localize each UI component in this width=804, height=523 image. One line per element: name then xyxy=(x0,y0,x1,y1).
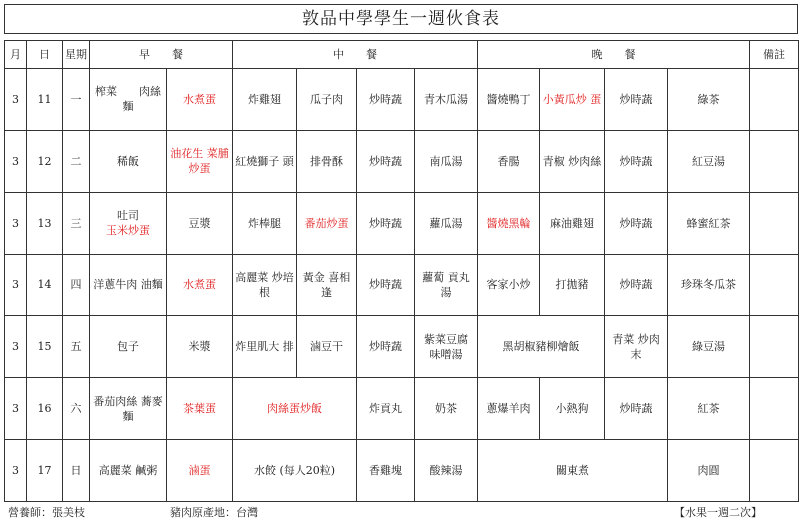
cell-breakfast-1: 洋蔥牛肉 油麵 xyxy=(90,254,167,316)
cell-lunch-2: 番茄炒蛋 xyxy=(297,192,357,254)
cell-dinner-2: 青椒 炒肉絲 xyxy=(540,130,605,192)
cell-lunch-3: 炒時蔬 xyxy=(357,254,415,316)
cell-lunch-4: 奶茶 xyxy=(415,378,478,440)
cell-breakfast-2: 滷蛋 xyxy=(167,440,233,502)
cell-breakfast-2: 茶葉蛋 xyxy=(167,378,233,440)
cell-dinner-2: 小黃瓜炒 蛋 xyxy=(540,69,605,131)
cell-remark xyxy=(750,378,799,440)
cell-lunch-1: 炸里肌大 排 xyxy=(233,316,297,378)
cell-dinner-1: 蔥爆羊肉 xyxy=(478,378,540,440)
cell-dinner-2: 打拋豬 xyxy=(540,254,605,316)
header-remark: 備註 xyxy=(750,41,799,69)
cell-dinner-4: 蜂蜜紅茶 xyxy=(668,192,750,254)
cell-lunch-3: 炒時蔬 xyxy=(357,316,415,378)
cell-lunch-1: 肉絲蛋炒飯 xyxy=(233,378,357,440)
cell-dinner-1: 黑胡椒豬柳燴飯 xyxy=(478,316,605,378)
cell-lunch-1: 炸棒腿 xyxy=(233,192,297,254)
cell-dinner-1: 醬燒鴨丁 xyxy=(478,69,540,131)
cell-month: 3 xyxy=(5,378,27,440)
cell-day: 12 xyxy=(27,130,63,192)
table-row xyxy=(5,130,799,192)
breakfast-item: 吐司 xyxy=(117,209,139,223)
table-row xyxy=(5,440,799,502)
page-title: 敦品中學學生一週伙食表 xyxy=(4,4,798,34)
header-month: 月 xyxy=(5,41,27,69)
cell-lunch-3: 香雞塊 xyxy=(357,440,415,502)
cell-dinner-1: 香腸 xyxy=(478,130,540,192)
table-row xyxy=(5,316,799,378)
cell-lunch-1: 高麗菜 炒培根 xyxy=(233,254,297,316)
cell-month: 3 xyxy=(5,254,27,316)
cell-breakfast-2: 水煮蛋 xyxy=(167,254,233,316)
cell-dinner-3: 炒時蔬 xyxy=(605,192,668,254)
cell-month: 3 xyxy=(5,192,27,254)
cell-lunch-2: 排骨酥 xyxy=(297,130,357,192)
cell-remark xyxy=(750,316,799,378)
cell-dinner-3: 青菜 炒肉末 xyxy=(605,316,668,378)
menu-table xyxy=(4,40,799,502)
cell-day: 17 xyxy=(27,440,63,502)
cell-dinner-3: 炒時蔬 xyxy=(605,254,668,316)
cell-day: 16 xyxy=(27,378,63,440)
cell-lunch-1: 炸雞翅 xyxy=(233,69,297,131)
cell-remark xyxy=(750,130,799,192)
cell-lunch-4: 蘿瓜湯 xyxy=(415,192,478,254)
cell-weekday: 二 xyxy=(63,130,90,192)
cell-lunch-3: 炒時蔬 xyxy=(357,192,415,254)
cell-dinner-1: 客家小炒 xyxy=(478,254,540,316)
cell-lunch-3: 炒時蔬 xyxy=(357,130,415,192)
breakfast-item: 玉米炒蛋 xyxy=(106,224,150,238)
cell-weekday: 四 xyxy=(63,254,90,316)
header-day: 日 xyxy=(27,41,63,69)
cell-remark xyxy=(750,192,799,254)
cell-weekday: 一 xyxy=(63,69,90,131)
header-lunch: 中 餐 xyxy=(233,41,478,69)
cell-breakfast-2: 水煮蛋 xyxy=(167,69,233,131)
cell-month: 3 xyxy=(5,440,27,502)
cell-breakfast-1: 高麗菜 鹹粥 xyxy=(90,440,167,502)
cell-dinner-4: 紅豆湯 xyxy=(668,130,750,192)
cell-day: 11 xyxy=(27,69,63,131)
cell-dinner-4: 珍珠冬瓜茶 xyxy=(668,254,750,316)
header-row xyxy=(5,41,799,69)
pork-origin-note: 豬肉原產地：台灣 xyxy=(170,506,258,519)
header-dinner: 晚 餐 xyxy=(478,41,750,69)
cell-remark xyxy=(750,69,799,131)
table-row xyxy=(5,254,799,316)
cell-weekday: 三 xyxy=(63,192,90,254)
cell-lunch-3: 炒時蔬 xyxy=(357,69,415,131)
cell-dinner-4: 綠茶 xyxy=(668,69,750,131)
cell-month: 3 xyxy=(5,316,27,378)
cell-month: 3 xyxy=(5,69,27,131)
cell-lunch-4: 南瓜湯 xyxy=(415,130,478,192)
cell-day: 15 xyxy=(27,316,63,378)
cell-day: 14 xyxy=(27,254,63,316)
cell-lunch-2: 黃金 喜相逢 xyxy=(297,254,357,316)
cell-dinner-4: 紅茶 xyxy=(668,378,750,440)
cell-breakfast-1: 榨菜 肉絲 麵 xyxy=(90,69,167,131)
cell-lunch-1: 水餃 (每人20粒) xyxy=(233,440,357,502)
cell-breakfast-1: 稀飯 xyxy=(90,130,167,192)
cell-dinner-3: 炒時蔬 xyxy=(605,130,668,192)
cell-dinner-4: 肉圓 xyxy=(668,440,750,502)
cell-dinner-2: 小熱狗 xyxy=(540,378,605,440)
cell-lunch-2: 滷豆干 xyxy=(297,316,357,378)
cell-weekday: 六 xyxy=(63,378,90,440)
cell-remark xyxy=(750,440,799,502)
cell-breakfast-1: 包子 xyxy=(90,316,167,378)
table-row xyxy=(5,378,799,440)
cell-lunch-4: 酸辣湯 xyxy=(415,440,478,502)
cell-breakfast-1: 番茄肉絲 蕎麥麵 xyxy=(90,378,167,440)
cell-lunch-3: 炸貢丸 xyxy=(357,378,415,440)
fruit-note: 【水果一週二次】 xyxy=(674,506,762,519)
cell-breakfast-2: 米漿 xyxy=(167,316,233,378)
cell-day: 13 xyxy=(27,192,63,254)
header-breakfast: 早 餐 xyxy=(90,41,233,69)
cell-breakfast-1 xyxy=(90,192,167,254)
cell-lunch-4: 紫菜豆腐 味噌湯 xyxy=(415,316,478,378)
cell-dinner-3: 炒時蔬 xyxy=(605,378,668,440)
cell-dinner-3: 炒時蔬 xyxy=(605,69,668,131)
cell-lunch-4: 蘿蔔 貢丸湯 xyxy=(415,254,478,316)
cell-weekday: 日 xyxy=(63,440,90,502)
cell-dinner-1: 醬燒黑輪 xyxy=(478,192,540,254)
cell-remark xyxy=(750,254,799,316)
cell-month: 3 xyxy=(5,130,27,192)
cell-breakfast-2: 豆漿 xyxy=(167,192,233,254)
cell-breakfast-2: 油花生 菜脯炒蛋 xyxy=(167,130,233,192)
cell-dinner-4: 綠豆湯 xyxy=(668,316,750,378)
dietitian-note: 營養師：張美枝 xyxy=(8,506,85,519)
header-weekday: 星期 xyxy=(63,41,90,69)
cell-lunch-2: 瓜子肉 xyxy=(297,69,357,131)
table-row xyxy=(5,69,799,131)
cell-dinner-1: 關東煮 xyxy=(478,440,668,502)
cell-weekday: 五 xyxy=(63,316,90,378)
cell-lunch-1: 紅燒獅子 頭 xyxy=(233,130,297,192)
table-row xyxy=(5,192,799,254)
cell-dinner-2: 麻油雞翅 xyxy=(540,192,605,254)
cell-lunch-4: 青木瓜湯 xyxy=(415,69,478,131)
